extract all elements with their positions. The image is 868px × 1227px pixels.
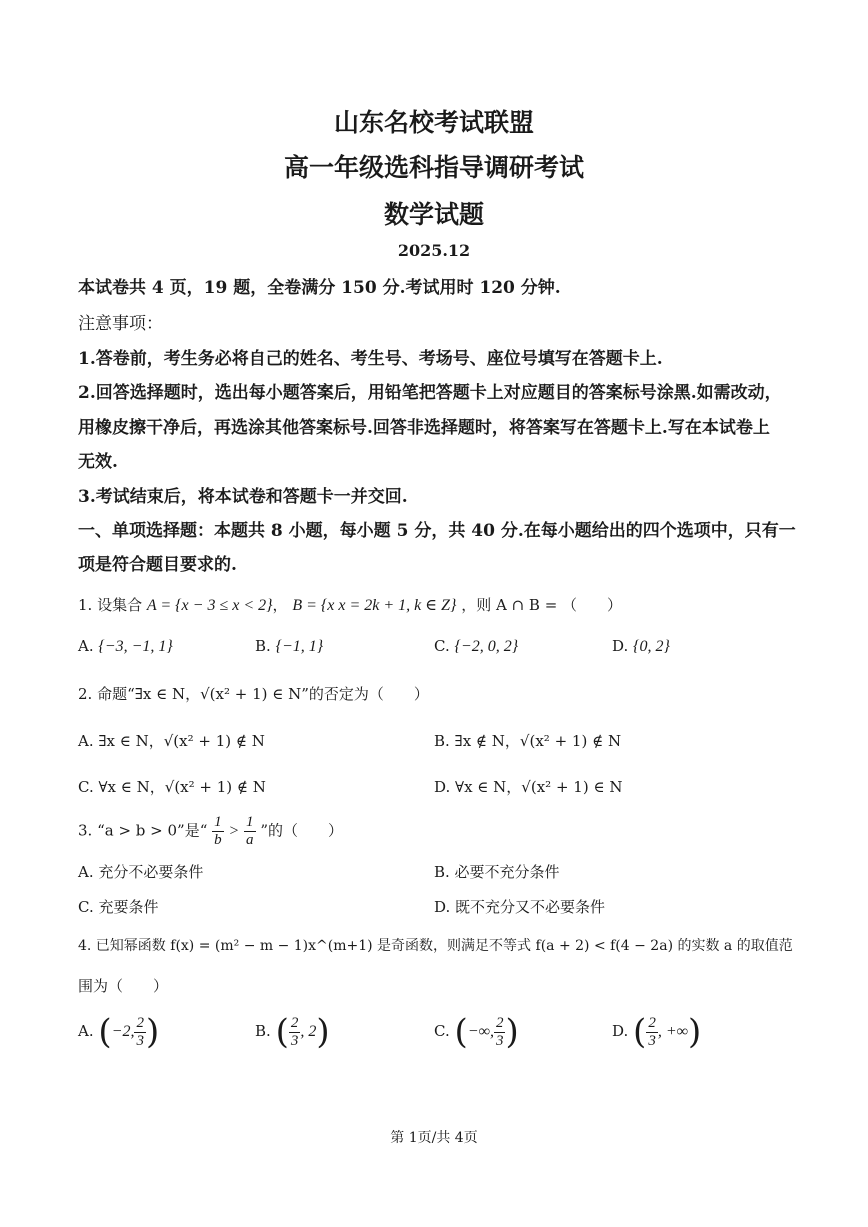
question-1: 1. 设集合 A = {x − 3 ≤ x < 2}， B = {x x = 2k + 1, k ∈ Z} ，则 A ∩ B = （ ） xyxy=(78,596,623,614)
fraction-denominator: 3 xyxy=(290,1032,299,1049)
notice-item-2-line2: 用橡皮擦干净后，再选涂其他答案标号.回答非选择题时，将答案写在答题卡上.写在本试卷上 xyxy=(78,418,770,438)
q2-option-b: B. ∃x ∉ N，√(x² + 1) ∉ N xyxy=(434,732,622,750)
fraction-numerator: 1 xyxy=(214,814,222,830)
fraction-denominator: 3 xyxy=(495,1032,504,1049)
q4-option-b-right: , 2 xyxy=(300,1023,317,1040)
fraction-two-thirds xyxy=(289,1015,301,1050)
q4-option-c-label: C. xyxy=(434,1022,450,1040)
q2-option-a: A. ∃x ∈ N，√(x² + 1) ∉ N xyxy=(78,732,265,750)
notice-item-2-line1: 2.回答选择题时，选出每小题答案后，用铅笔把答题卡上对应题目的答案标号涂黑.如需改动， xyxy=(78,383,782,403)
fraction-denominator: 3 xyxy=(648,1032,656,1049)
question-3-prefix: 3. “a > b > 0”是“ xyxy=(78,821,208,840)
question-2: 2. 命题“∃x ∈ N，√(x² + 1) ∈ N”的否定为（ ） xyxy=(78,685,429,703)
q1-option-c-value: {−2, 0, 2} xyxy=(454,638,519,655)
question-1-prefix: 1. 设集合 xyxy=(78,596,143,614)
question-3 xyxy=(78,814,343,849)
section-heading-line1: 一、单项选择题：本题共 8 小题，每小题 5 分，共 40 分.在每小题给出的四个选项中，只有一 xyxy=(78,521,796,541)
fraction-numerator: 2 xyxy=(495,1014,504,1031)
q4-option-d-label: D. xyxy=(612,1022,629,1040)
q4-option-c-left: −∞, xyxy=(467,1023,494,1040)
fraction-two-thirds xyxy=(134,1015,146,1050)
fraction-numerator: 2 xyxy=(290,1014,299,1031)
set-b: B = {x x = 2k + 1, k ∈ Z} xyxy=(292,597,457,614)
fraction-two-thirds xyxy=(494,1015,506,1050)
question-4-line2: 围为（ ） xyxy=(78,977,169,995)
close-paren: ) xyxy=(316,1012,330,1052)
fraction-one-over-b xyxy=(212,814,224,849)
q4-option-b xyxy=(255,1012,330,1052)
exam-league-title: 山东名校考试联盟 xyxy=(333,108,534,137)
q1-option-b-label: B. xyxy=(255,637,271,655)
q1-option-d xyxy=(612,637,670,656)
q4-option-a-left: −2, xyxy=(111,1023,135,1040)
q4-option-c xyxy=(434,1012,519,1052)
q3-option-c: C. 充要条件 xyxy=(78,898,159,916)
set-a: A = {x − 3 ≤ x < 2} xyxy=(146,597,273,614)
q1-option-a-label: A. xyxy=(78,637,94,655)
open-paren: ( xyxy=(454,1012,468,1052)
q1-option-b-value: {−1, 1} xyxy=(275,638,324,655)
section-heading-line2: 项是符合题目要求的. xyxy=(78,555,237,575)
close-paren: ) xyxy=(145,1012,160,1052)
subject-title: 数学试题 xyxy=(383,200,484,229)
close-paren: ) xyxy=(688,1012,702,1052)
fraction-two-thirds xyxy=(646,1015,658,1050)
q3-option-a: A. 充分不必要条件 xyxy=(78,863,204,881)
q1-option-c-label: C. xyxy=(434,637,450,655)
notice-item-2-line3: 无效. xyxy=(78,452,118,472)
exam-date: 2025.12 xyxy=(397,241,471,260)
fraction-numerator: 2 xyxy=(648,1014,656,1031)
question-4-line1: 4. 已知幂函数 f(x) = (m² − m − 1)x^(m+1) 是奇函数，则满足不等式 f(a + 2) < f(4 − 2a) 的实数 a 的取值范 xyxy=(78,938,793,954)
notice-heading: 注意事项： xyxy=(78,314,163,334)
page-footer: 第 1页/共 4页 xyxy=(390,1130,478,1146)
fraction-denominator: b xyxy=(214,832,222,848)
fraction-numerator: 2 xyxy=(136,1014,144,1031)
close-paren: ) xyxy=(505,1012,519,1052)
q1-option-a-value: {−3, −1, 1} xyxy=(98,638,173,655)
open-paren: ( xyxy=(633,1012,647,1052)
q4-option-d-right: , +∞ xyxy=(657,1023,689,1040)
fraction-denominator: a xyxy=(246,832,254,848)
question-3-suffix: ”的（ ） xyxy=(260,821,343,840)
q1-option-b xyxy=(255,637,323,656)
q3-option-b: B. 必要不充分条件 xyxy=(434,863,560,881)
q1-option-d-label: D. xyxy=(612,637,629,655)
q1-option-d-value: {0, 2} xyxy=(633,638,670,655)
fraction-one-over-a xyxy=(244,814,256,849)
fraction-denominator: 3 xyxy=(136,1032,144,1049)
question-1-suffix: ，则 A ∩ B = （ ） xyxy=(461,596,623,614)
q4-option-a-label: A. xyxy=(78,1022,94,1040)
q2-option-d: D. ∀x ∈ N，√(x² + 1) ∈ N xyxy=(434,778,623,796)
open-paren: ( xyxy=(98,1012,112,1052)
q2-option-c: C. ∀x ∈ N，√(x² + 1) ∉ N xyxy=(78,778,266,796)
q1-option-c xyxy=(434,637,518,656)
exam-summary: 本试卷共 4 页，19 题，全卷满分 150 分.考试用时 120 分钟. xyxy=(78,278,561,298)
open-paren: ( xyxy=(275,1012,289,1052)
q3-option-d: D. 既不充分又不必要条件 xyxy=(434,898,606,916)
notice-item-1: 1.答卷前，考生务必将自己的姓名、考生号、考场号、座位号填写在答题卡上. xyxy=(78,349,663,369)
fraction-numerator: 1 xyxy=(246,814,254,830)
q1-option-a xyxy=(78,637,173,656)
q4-option-b-label: B. xyxy=(255,1022,271,1040)
notice-item-3: 3.考试结束后，将本试卷和答题卡一并交回. xyxy=(78,487,408,507)
greater-than-sign: > xyxy=(228,822,240,840)
q4-option-d xyxy=(612,1012,701,1052)
q4-option-a xyxy=(78,1012,159,1052)
exam-name-title: 高一年级选科指导调研考试 xyxy=(283,153,584,182)
